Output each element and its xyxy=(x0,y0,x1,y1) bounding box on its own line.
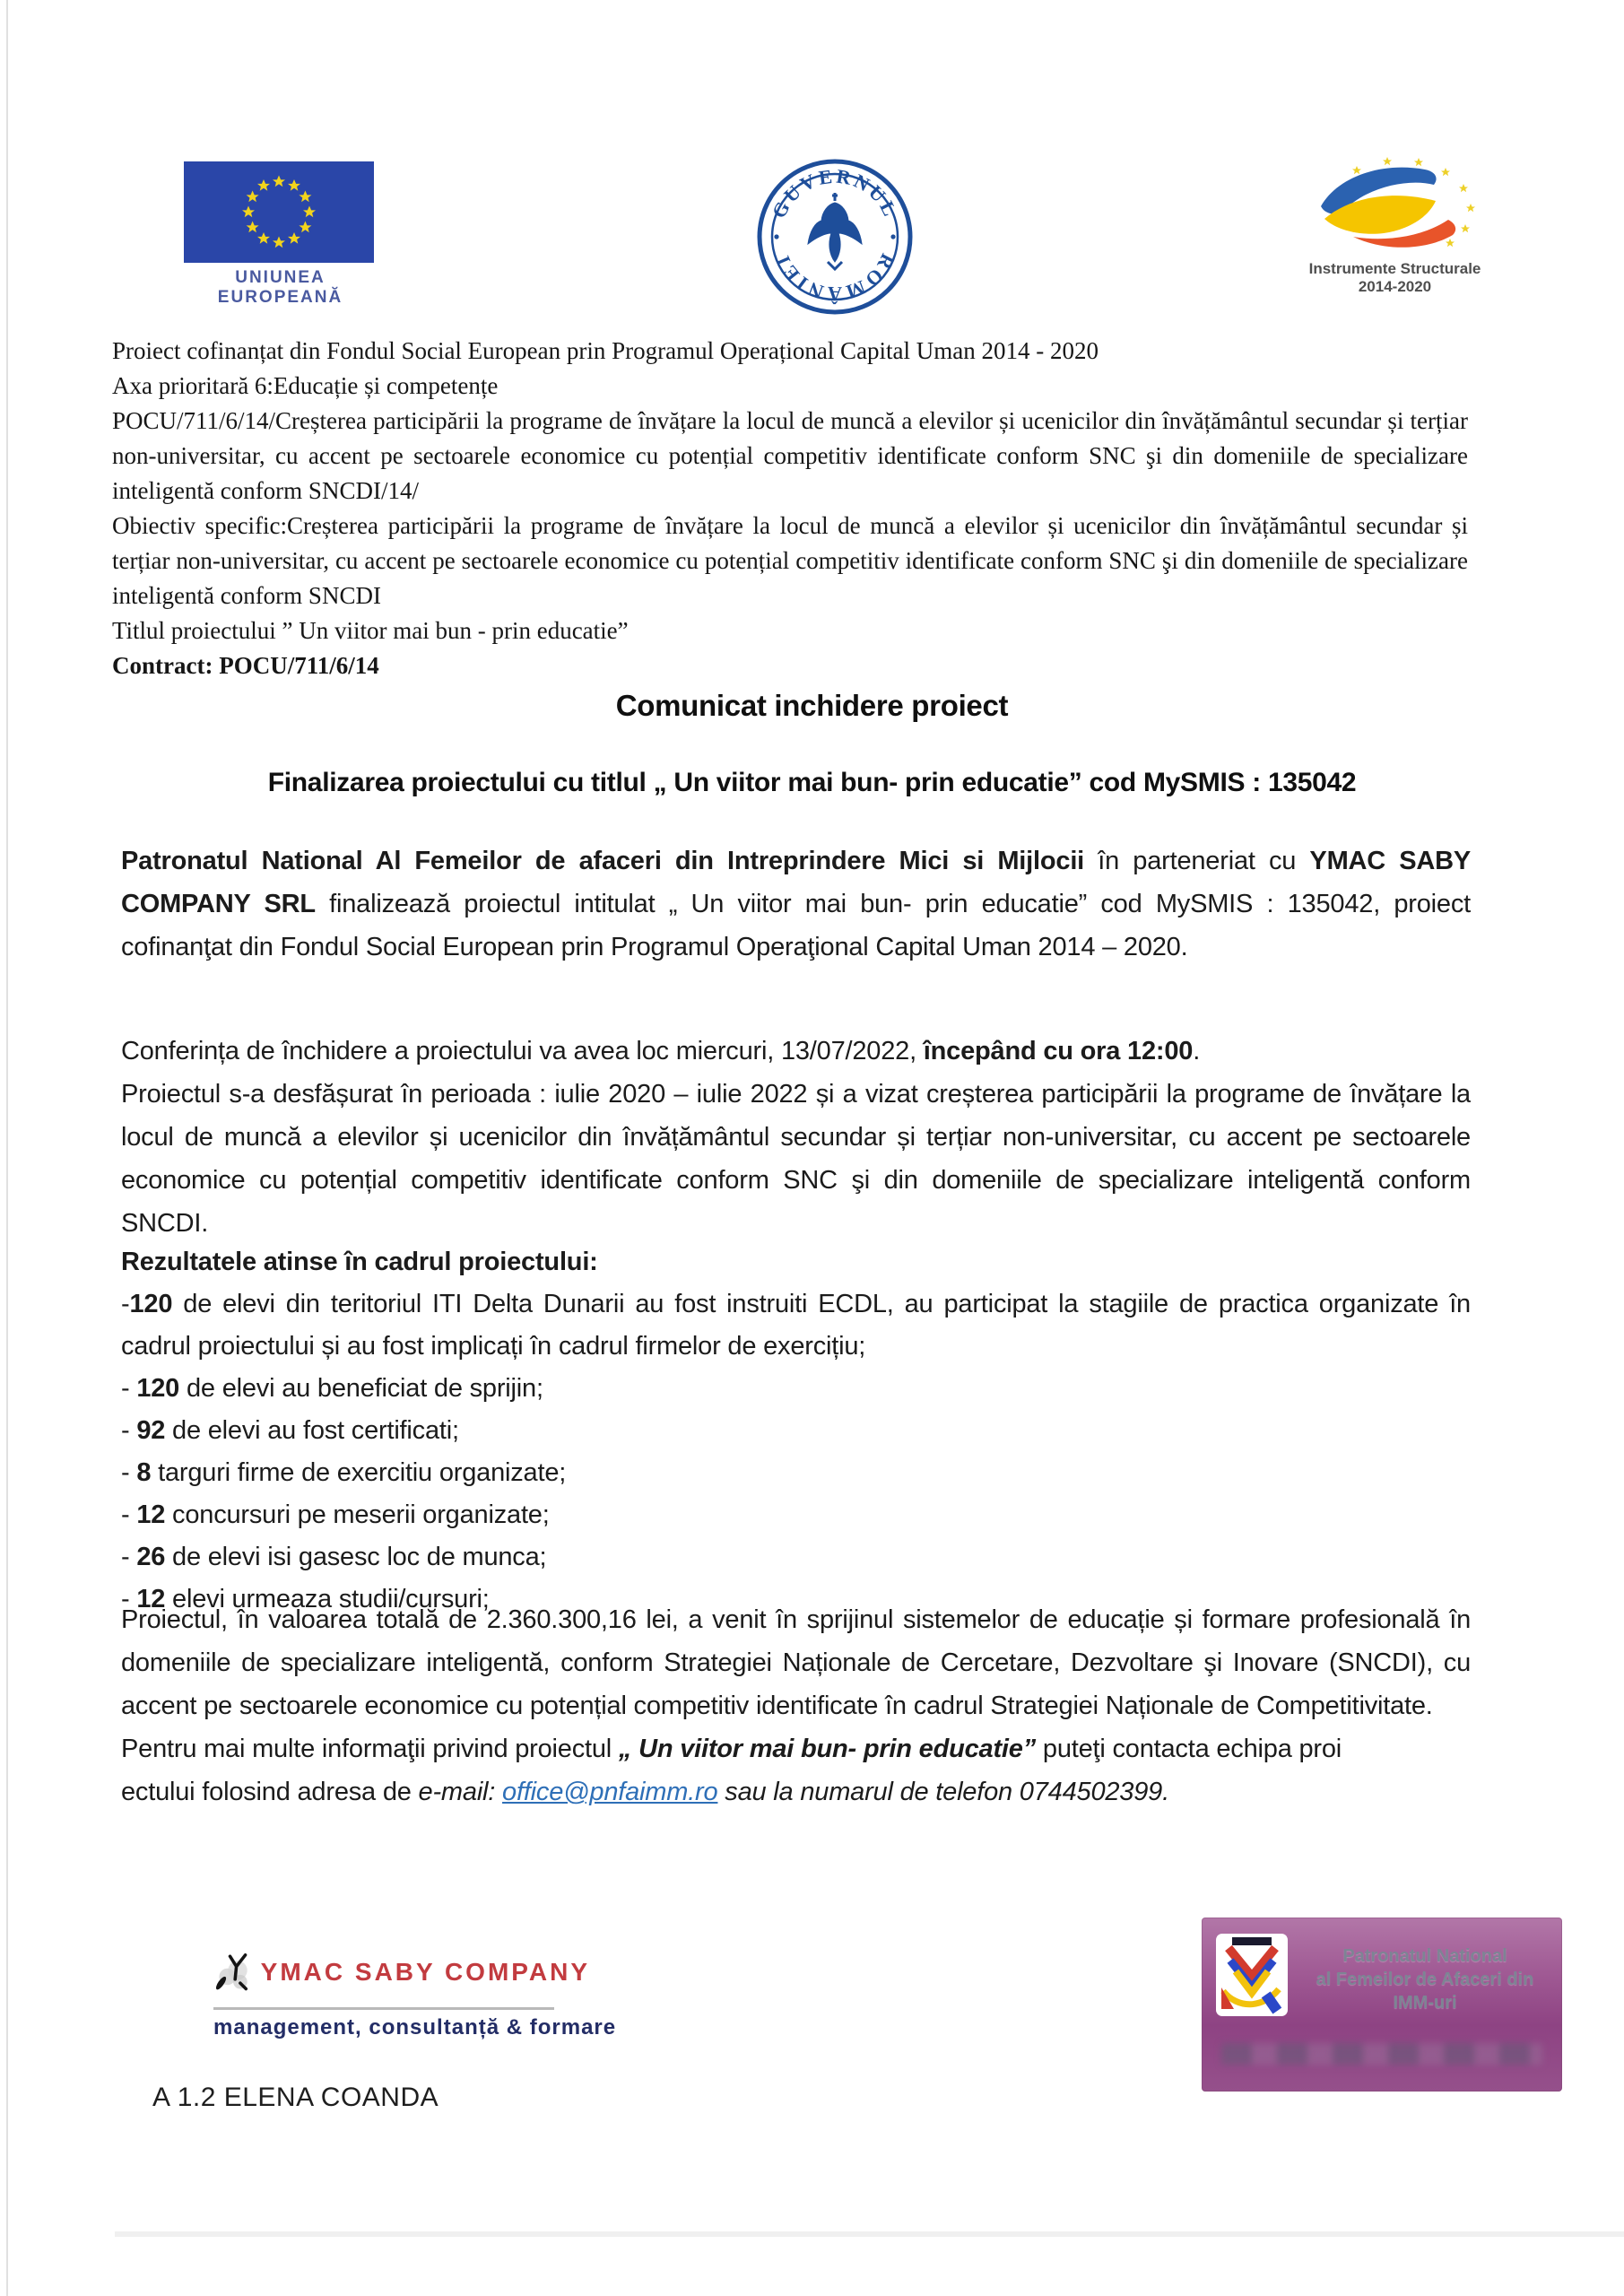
result-number: 12 xyxy=(136,1585,166,1613)
gov-seal-top-text: GUVERNUL xyxy=(767,164,903,222)
pnfa-v-icon xyxy=(1214,1932,1290,2018)
contact-line2-start: ectului folosind adresa de xyxy=(121,1778,419,1806)
structural-label-line1: Instrumente Structurale xyxy=(1308,260,1481,277)
page-title: Comunicat inchidere proiect xyxy=(615,689,1009,722)
program-axis-line: Axa prioritară 6:Educație și competențe xyxy=(112,372,499,399)
pnfa-blurred-text-strip xyxy=(1221,2043,1542,2065)
scan-artifact-left-line xyxy=(6,0,8,2296)
ymac-company-name: YMAC SABY COMPANY xyxy=(260,1958,590,1986)
contract-line: Contract: POCU/711/6/14 xyxy=(112,652,379,679)
scan-artifact-bottom-line xyxy=(115,2231,1624,2237)
email-link[interactable]: office@pnfaimm.ro xyxy=(502,1778,718,1806)
intro-paragraph-block xyxy=(121,839,1471,969)
eu-flag-logo xyxy=(184,161,377,308)
results-heading: Rezultatele atinse în cadrul proiectului: xyxy=(121,1248,598,1276)
result-item: - 12 elevi urmeaza studii/cursuri; xyxy=(121,1585,490,1613)
ymac-logo xyxy=(213,1944,617,2040)
intro-partner-2: YMAC SABY COMPANY SRL xyxy=(121,847,1472,918)
result-number: 26 xyxy=(136,1543,166,1571)
pnfa-name: Patronatul National al Femeilor de Afaceri din IMM-uri xyxy=(1316,1946,1534,2013)
intro-rest: finalizează proiectul intitulat „ Un viitor mai bun- prin educatie” cod MySMIS : 135042, proiect cofinanţat din Fondul Social European prin Programul Operaţional Capital Uman 2014 – 2020. xyxy=(121,890,1471,961)
intro-partner-1: Patronatul National Al Femeilor de afaceri din Intreprindere Mici si Mijlocii xyxy=(121,847,1085,875)
conference-time: începând cu ora 12:00 xyxy=(916,1037,1194,1065)
result-item: - 120 de elevi au beneficiat de sprijin; xyxy=(121,1374,543,1403)
result-number: 120 xyxy=(129,1290,173,1318)
result-item: - 92 de elevi au fost certificati; xyxy=(121,1416,459,1445)
page-subtitle: Finalizarea proiectului cu titlul „ Un viitor mai bun- prin educatie” cod MySMIS : 135042 xyxy=(267,768,1357,797)
result-item: - 8 targuri firme de exercitiu organizate; xyxy=(121,1458,567,1487)
eu-flag-label: UNIUNEA EUROPEANĂ xyxy=(217,268,343,307)
structural-label-line2: 2014-2020 xyxy=(1358,278,1432,295)
structural-instruments-logo xyxy=(1298,151,1491,296)
project-value-paragraph: Proiectul, în valoarea totală de 2.360.300,16 lei, a venit în sprijinul sistemelor de educație și formare profesională în domeniile de specializare inteligentă, conform Strategiei Naționale de Cercetare, Dezvoltare şi Inovare (SNCDI), cu accent pe sectoarele economice cu potențial competitiv identificate în cadrul Strategiei Naționale de Competitivitate. xyxy=(121,1605,1471,1720)
result-item: -120 de elevi din teritoriul ITI Delta Dunarii au fost instruiti ECDL, au participat la stagiile de practica organizate în cadrul proiectului și au fost implicați în cadrul firmelor de exercițiu; xyxy=(121,1290,1471,1361)
program-info-block xyxy=(112,334,1468,683)
ymac-divider-line xyxy=(213,2007,554,2010)
result-number: 8 xyxy=(136,1458,152,1487)
project-period-paragraph: Proiectul s-a desfășurat în perioada : iulie 2020 – iulie 2022 și a vizat creșterea participării la programe de învățare la locul de muncă a elevilor și ucenicilor din învățământul secundar și terțiar non-universitar, cu accent pe sectoarele economice cu potențial competitiv identificate conform SNC şi din domeniile de specializare inteligentă conform SNCDI. xyxy=(121,1080,1471,1238)
gov-seal-icon xyxy=(756,158,914,316)
result-item: - 12 concursuri pe meserii organizate; xyxy=(121,1500,550,1529)
result-number: 120 xyxy=(136,1374,180,1403)
project-title-line: Titlul proiectului ” Un viitor mai bun - prin educatie” xyxy=(112,617,629,644)
gov-seal-bottom-text: ROMÂNIEI xyxy=(769,249,899,306)
program-objective-paragraph: Obiectiv specific:Creșterea participării la programe de învățare la locul de muncă a elevilor și ucenicilor din învățământul secundar și terțiar non-universitar, cu accent pe sectoarele economice cu potențial competitiv identificate conform SNC şi din domeniile de specializare inteligentă conform SNCDI xyxy=(112,512,1468,609)
email-label: e-mail: xyxy=(418,1778,503,1806)
contact-project-name: „ Un viitor mai bun- prin educatie” xyxy=(618,1735,1037,1763)
eu-flag-icon xyxy=(184,161,374,263)
intro-paragraph xyxy=(121,839,1471,969)
conference-period-mark: . xyxy=(1193,1037,1201,1065)
result-item: - 26 de elevi isi gasesc loc de munca; xyxy=(121,1543,547,1571)
contact-phone-text: sau la numarul de telefon 0744502399. xyxy=(717,1778,1169,1806)
contact-intro: Pentru mai multe informaţii privind proiectul xyxy=(121,1735,619,1763)
program-funding-line: Proiect cofinanțat din Fondul Social European prin Programul Operațional Capital Uman 2014 - 2020 xyxy=(112,337,1099,364)
pnfa-banner xyxy=(1202,1918,1562,2092)
conference-text: Conferința de închidere a proiectului va avea loc miercuri, 13/07/2022, xyxy=(121,1037,916,1065)
program-pocu-paragraph: POCU/711/6/14/Creșterea participării la programe de învățare la locul de muncă a elevilor și ucenicilor din învățământul secundar și terțiar non-universitar, cu accent pe sectoarele economice cu potențial competitiv identificate conform SNC şi din domeniile de specializare inteligentă conform SNCDI/14/ xyxy=(112,407,1468,504)
conference-paragraph-block xyxy=(121,1030,1471,1245)
conference-line xyxy=(121,1030,1471,1073)
structural-swoosh-icon xyxy=(1301,151,1489,260)
contact-rest: puteţi contacta echipa proi xyxy=(1036,1735,1342,1763)
intro-connector: în parteneriat cu xyxy=(1084,847,1310,875)
contact-paragraph xyxy=(121,1727,1471,1813)
ymac-tagline: management, consultanță & formare xyxy=(213,2015,617,2039)
value-contact-block xyxy=(121,1598,1471,1813)
results-block xyxy=(121,1241,1471,1621)
result-number: 92 xyxy=(136,1416,166,1445)
ymac-bird-icon xyxy=(213,1944,252,2000)
result-number: 12 xyxy=(136,1500,166,1529)
signature-line: A 1.2 ELENA COANDA xyxy=(152,2083,439,2112)
